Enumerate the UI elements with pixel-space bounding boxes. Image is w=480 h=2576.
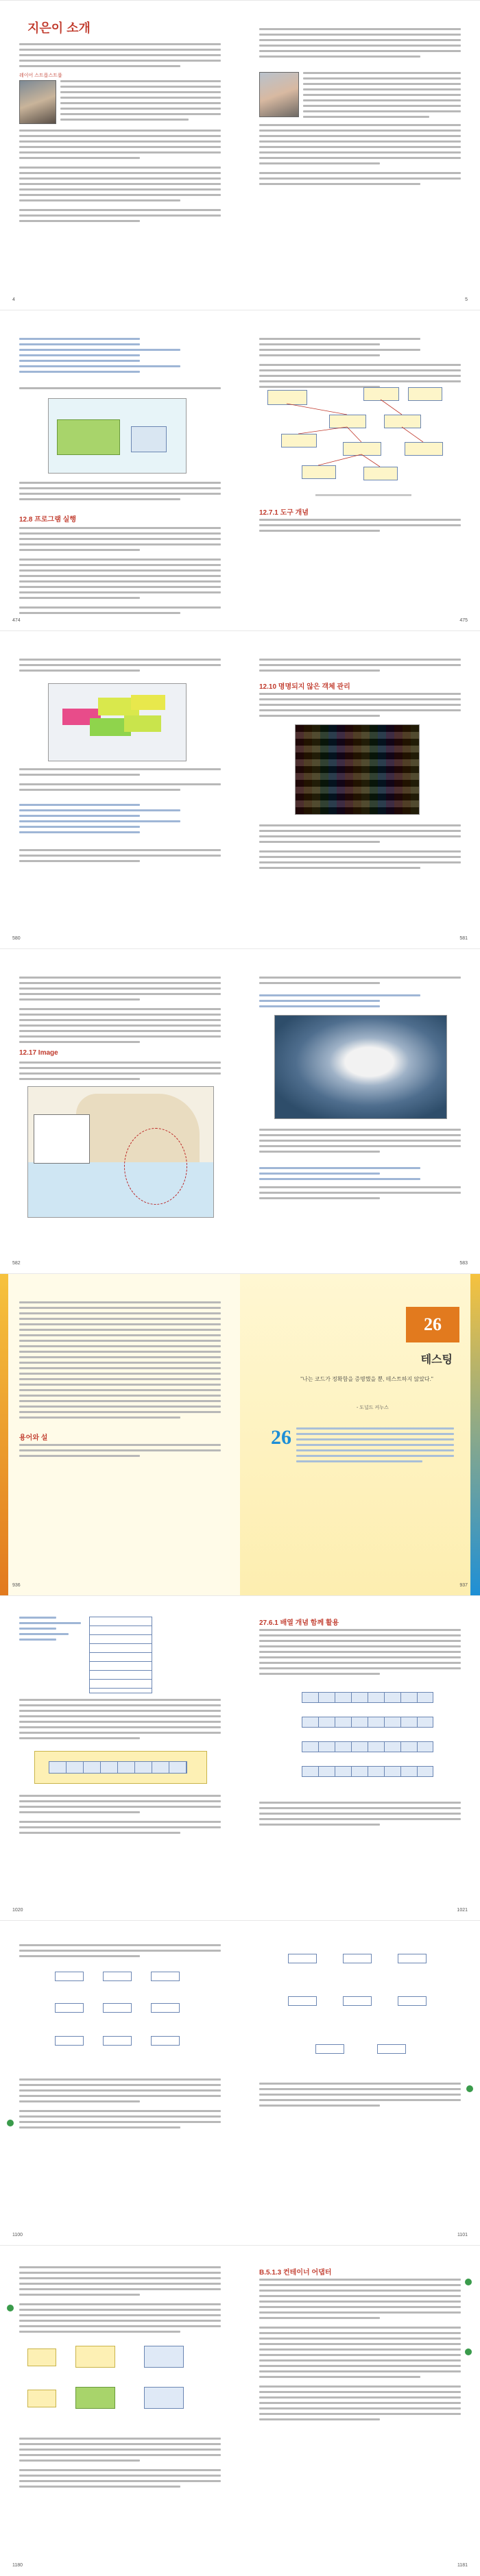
list-node [151, 2003, 180, 2013]
array-box-outer [34, 1751, 207, 1784]
body-text [259, 2279, 461, 2424]
body-text [259, 824, 461, 872]
list-node [55, 2003, 84, 2013]
adapter-diagram [27, 2342, 213, 2424]
page-number: 1021 [457, 1908, 468, 1913]
body-text [296, 1427, 454, 1466]
body-text [259, 1186, 461, 1203]
chapter-number-badge: 26 [406, 1307, 459, 1342]
spread-unnamed-objects [0, 630, 480, 949]
list-node [398, 1954, 427, 1963]
map-figure [27, 1086, 214, 1218]
body-text [19, 527, 221, 617]
body-text [259, 2083, 461, 2110]
body-text [259, 1129, 461, 1156]
page-number: 475 [459, 618, 468, 623]
list-node [288, 1996, 317, 2006]
section-heading: 12.8 프로그램 실행 [19, 516, 76, 524]
code-listing [19, 338, 221, 376]
page-number: 4 [12, 297, 15, 302]
page-number: 936 [12, 1583, 21, 1588]
left-page [0, 310, 240, 631]
page-number: 1181 [457, 2563, 468, 2568]
list-node [103, 1972, 132, 1981]
right-page [240, 631, 480, 949]
list-node [103, 2003, 132, 2013]
body-text [19, 977, 221, 1046]
page-number: 581 [459, 936, 468, 941]
map-track [124, 1128, 187, 1205]
color-grid-overlay [296, 725, 419, 814]
section-heading: 용어와 설 [19, 1434, 48, 1442]
section-heading: 12.10 명명되지 않은 객체 관리 [259, 683, 350, 691]
body-text [19, 43, 221, 71]
spread-image [0, 948, 480, 1274]
diagram-box [144, 2387, 184, 2409]
diagram-box [27, 2348, 56, 2366]
page-title: 지은이 소개 [27, 21, 91, 35]
note-icon [7, 2120, 14, 2126]
body-text [259, 659, 461, 675]
note-icon [7, 2305, 14, 2311]
note-icon [466, 2085, 473, 2092]
array-row [302, 1741, 433, 1752]
left-page [0, 1596, 240, 1921]
color-grid-figure [295, 724, 420, 815]
list-node [343, 1954, 372, 1963]
drop-cap: 26 [271, 1426, 291, 1449]
body-text [19, 2078, 221, 2132]
memory-table [89, 1617, 152, 1693]
photo-caption: 레이어 스트롭스트룹 [19, 73, 62, 78]
list-node [103, 2036, 132, 2046]
diagram-box [75, 2346, 115, 2368]
page-number: 580 [12, 936, 21, 941]
code-listing [259, 1167, 461, 1183]
list-diagram [274, 1948, 446, 2072]
body-text [259, 977, 461, 988]
body-text [19, 1699, 221, 1743]
body-text [19, 2266, 221, 2336]
array-box [49, 1761, 187, 1774]
right-page [240, 1, 480, 310]
list-node [151, 1972, 180, 1981]
right-page [240, 2246, 480, 2576]
body-text [259, 338, 461, 391]
author-photo [259, 72, 299, 117]
code-listing [259, 994, 461, 1011]
diagram-box [75, 2387, 115, 2409]
page-number: 582 [12, 1261, 21, 1266]
spread-program-run [0, 310, 480, 631]
spread-arrays [0, 1595, 480, 1921]
page-number: 1020 [12, 1908, 23, 1913]
right-page [240, 949, 480, 1274]
left-page [0, 631, 240, 949]
body-text [19, 849, 221, 866]
page-number: 5 [465, 297, 468, 302]
right-page [240, 310, 480, 631]
array-row [302, 1766, 433, 1777]
spread-container-adapters [0, 2245, 480, 2576]
page-number: 583 [459, 1261, 468, 1266]
array-diagram [281, 1692, 446, 1795]
body-text [60, 80, 221, 124]
author-photo [19, 80, 56, 124]
section-heading: 12.17 Image [19, 1049, 58, 1057]
body-text [259, 28, 461, 61]
list-node [55, 2036, 84, 2046]
spread-linked-lists [0, 1920, 480, 2246]
body-text [19, 1795, 221, 1837]
figure-window [48, 683, 187, 761]
body-text [259, 124, 461, 188]
figure-caption [315, 494, 411, 496]
page-number: 474 [12, 618, 21, 623]
diagram-connectors [261, 386, 459, 489]
section-heading: 12.7.1 도구 개념 [259, 509, 309, 517]
body-text [19, 659, 221, 675]
diagram-box [27, 2390, 56, 2407]
note-icon [465, 2348, 472, 2355]
code-listing [19, 1617, 81, 1644]
left-page [0, 949, 240, 1274]
body-text [19, 2438, 221, 2491]
left-page [0, 1921, 240, 2246]
page-number: 1100 [12, 2233, 23, 2237]
satellite-photo [274, 1015, 447, 1119]
list-node [343, 1996, 372, 2006]
chapter-quote: "나는 코드가 정확함을 증명했을 뿐, 테스트하지 않았다." [300, 1376, 433, 1382]
section-heading: B.5.1.3 컨테이너 어댑터 [259, 2269, 332, 2277]
body-text [259, 693, 461, 720]
figure-shape [124, 715, 161, 732]
right-page [240, 1596, 480, 1921]
page-number: 1180 [12, 2563, 23, 2568]
list-diagram [41, 1965, 206, 2068]
right-edge-band [470, 1274, 480, 1596]
list-node [288, 1954, 317, 1963]
array-row [302, 1692, 433, 1703]
spread-chapter-testing [0, 1273, 480, 1596]
body-text [19, 1944, 221, 1961]
list-node [151, 2036, 180, 2046]
figure-shape [57, 419, 120, 455]
body-text [19, 1301, 221, 1422]
figure-window [48, 398, 187, 474]
left-page [0, 2246, 240, 2576]
body-text [303, 72, 461, 121]
left-page [0, 1274, 240, 1596]
diagram-box [144, 2346, 184, 2368]
spread-author-intro [0, 0, 480, 310]
body-text [19, 1444, 221, 1460]
page-number: 937 [459, 1583, 468, 1588]
body-text [19, 482, 221, 504]
map-panel [34, 1114, 90, 1164]
body-text [259, 1802, 461, 1829]
list-node [398, 1996, 427, 2006]
figure-shape [131, 426, 167, 452]
left-margin-band [0, 1274, 8, 1596]
body-text [19, 1062, 221, 1083]
note-icon [465, 2279, 472, 2285]
chapter-title: 테스팅 [420, 1354, 453, 1366]
array-row [302, 1717, 433, 1728]
list-node [377, 2044, 406, 2054]
section-heading: 27.6.1 배열 개념 함께 활용 [259, 1619, 339, 1627]
figure-shape [131, 695, 165, 710]
body-text [259, 1629, 461, 1678]
code-listing [19, 804, 221, 837]
left-page [0, 1, 240, 310]
body-text [19, 768, 221, 794]
body-text [19, 130, 221, 225]
list-node [55, 1972, 84, 1981]
list-node [315, 2044, 344, 2054]
body-text [259, 519, 461, 535]
body-text [19, 387, 221, 393]
class-diagram [261, 386, 459, 489]
right-page [240, 1921, 480, 2246]
page-number: 1101 [457, 2233, 468, 2237]
quote-author: - 도널드 커누스 [357, 1406, 389, 1410]
